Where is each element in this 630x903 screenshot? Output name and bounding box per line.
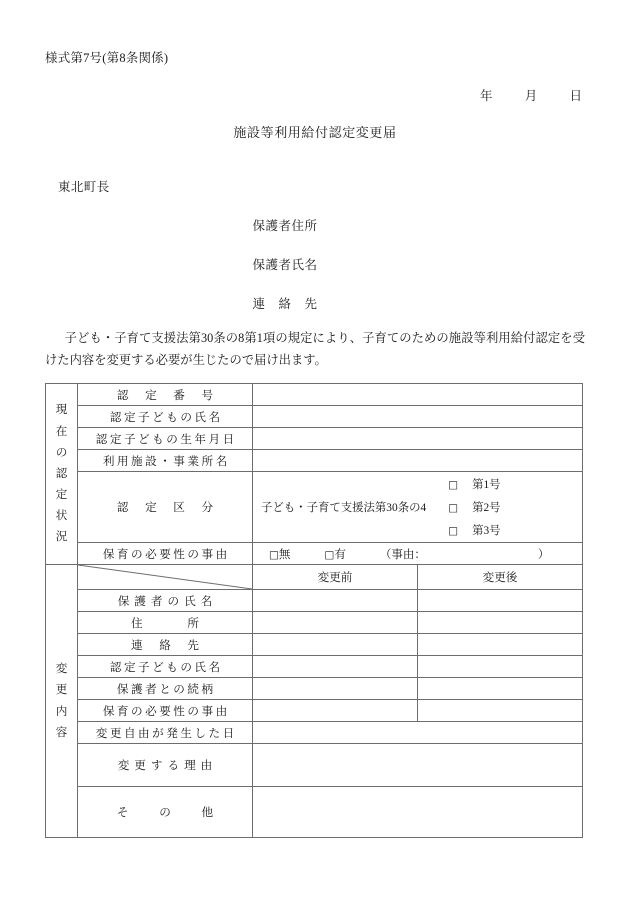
- side-char: 状: [55, 509, 68, 523]
- guardian-contact-label: 連 絡 先: [252, 297, 318, 311]
- table-row: [46, 787, 583, 838]
- table-row: [46, 543, 583, 565]
- row-value-contact-after[interactable]: [418, 634, 583, 656]
- row-value-address-before[interactable]: [253, 612, 418, 634]
- side-char: の: [55, 445, 68, 459]
- row-value-certification-category: [253, 472, 583, 543]
- row-label-address: 住 所: [78, 612, 253, 634]
- row-value-childcare-need: [253, 543, 583, 565]
- row-value-change-occurred-date[interactable]: [253, 722, 583, 744]
- checkbox-icon[interactable]: □: [448, 525, 459, 537]
- side-label-current-status: [46, 384, 78, 565]
- certification-law-text: 子ども・子育て支援法第30条の4: [261, 502, 427, 514]
- checkbox-icon[interactable]: □: [448, 502, 459, 514]
- certification-option-2-label: 第2号: [472, 502, 501, 514]
- row-label-certification-category: 認 定 区 分: [78, 472, 253, 543]
- row-label-other: そ の 他: [78, 787, 253, 838]
- row-value-certified-child-name-before[interactable]: [253, 656, 418, 678]
- side-char: 容: [55, 725, 68, 739]
- row-label-certification-number: 認 定 番 号: [78, 384, 253, 406]
- addressee: 東北町長: [58, 180, 110, 194]
- row-label-change-reason: 変更する理由: [78, 744, 253, 787]
- table-row: [46, 590, 583, 612]
- table-row: [46, 656, 583, 678]
- table-row: [46, 565, 583, 590]
- table-row: [46, 700, 583, 722]
- certification-option-3[interactable]: [448, 522, 574, 538]
- row-value-change-reason[interactable]: [253, 744, 583, 787]
- row-label-child-birthdate: 認定子どもの生年月日: [78, 428, 253, 450]
- row-label-certified-child-name: 認定子どもの氏名: [78, 656, 253, 678]
- form-code: 様式第7号(第8条関係): [45, 51, 169, 65]
- certification-option-1-label: 第1号: [472, 479, 501, 491]
- row-value-relationship-after[interactable]: [418, 678, 583, 700]
- row-label-contact: 連 絡 先: [78, 634, 253, 656]
- table-row: [46, 450, 583, 472]
- table-row: [46, 612, 583, 634]
- application-form-table: [45, 383, 583, 838]
- table-row: [46, 384, 583, 406]
- side-char: 認: [55, 466, 68, 480]
- childcare-need-reason-suffix: ）: [537, 548, 550, 561]
- checkbox-icon[interactable]: □: [448, 479, 459, 491]
- row-value-change-childcare-need-after[interactable]: [418, 700, 583, 722]
- side-char: 定: [55, 488, 68, 502]
- checkbox-icon[interactable]: □: [269, 548, 279, 561]
- table-row: [46, 744, 583, 787]
- row-value-relationship-before[interactable]: [253, 678, 418, 700]
- document-title: 施設等利用給付認定変更届: [233, 125, 397, 140]
- childcare-need-reason-prefix: （事由：: [379, 548, 426, 561]
- date-month-label: 月: [524, 89, 538, 103]
- row-value-guardian-name-before[interactable]: [253, 590, 418, 612]
- table-row: [46, 634, 583, 656]
- table-row: [46, 406, 583, 428]
- date-year-label: 年: [479, 89, 493, 103]
- column-header-before: 変更前: [253, 565, 418, 590]
- row-label-relationship: 保護者との続柄: [78, 678, 253, 700]
- row-label-childcare-need: 保育の必要性の事由: [78, 543, 253, 565]
- row-value-child-birthdate[interactable]: [253, 428, 583, 450]
- guardian-address-label: 保護者住所: [252, 219, 318, 233]
- row-label-guardian-name: 保護者の氏名: [78, 590, 253, 612]
- side-char: 変: [55, 662, 68, 676]
- table-row: [46, 472, 583, 543]
- certification-option-3-label: 第3号: [472, 525, 501, 537]
- row-label-change-childcare-need: 保育の必要性の事由: [78, 700, 253, 722]
- side-char: 内: [55, 704, 68, 718]
- table-row: [46, 722, 583, 744]
- table-row: [46, 678, 583, 700]
- childcare-need-option-none[interactable]: [269, 546, 290, 562]
- side-char: 更: [55, 683, 68, 697]
- table-row: [46, 428, 583, 450]
- row-value-address-after[interactable]: [418, 612, 583, 634]
- row-value-contact-before[interactable]: [253, 634, 418, 656]
- row-value-change-childcare-need-before[interactable]: [253, 700, 418, 722]
- side-char: 現: [55, 403, 68, 417]
- side-char: 況: [55, 530, 68, 544]
- diagonal-header-cell: [78, 565, 253, 590]
- body-paragraph: 子ども・子育て支援法第30条の8第1項の規定により、子育てのための施設等利用給付認定を受けた内容を変更する必要が生じたので届け出ます。: [45, 331, 585, 367]
- row-value-other[interactable]: [253, 787, 583, 838]
- guardian-name-label: 保護者氏名: [252, 258, 318, 272]
- diagonal-slash-icon: [78, 565, 252, 589]
- row-value-facility-name[interactable]: [253, 450, 583, 472]
- row-value-guardian-name-after[interactable]: [418, 590, 583, 612]
- date-day-label: 日: [569, 89, 582, 103]
- row-value-certification-number[interactable]: [253, 384, 583, 406]
- row-value-child-name[interactable]: [253, 406, 583, 428]
- guardian-signature-block: [0, 216, 630, 333]
- row-label-change-occurred-date: 変更自由が発生した日: [78, 722, 253, 744]
- date-line: [0, 86, 582, 104]
- certification-option-list: [426, 476, 574, 538]
- childcare-need-yes-label: 有: [334, 548, 346, 561]
- childcare-need-option-yes[interactable]: [324, 546, 345, 562]
- row-label-facility-name: 利用施設・事業所名: [78, 450, 253, 472]
- childcare-need-none-label: 無: [278, 548, 291, 561]
- certification-option-1[interactable]: [448, 476, 574, 492]
- side-label-change-content: [46, 565, 78, 838]
- row-value-certified-child-name-after[interactable]: [418, 656, 583, 678]
- certification-option-2[interactable]: [448, 499, 574, 515]
- side-char: 在: [55, 424, 68, 438]
- column-header-after: 変更後: [418, 565, 583, 590]
- checkbox-icon[interactable]: □: [324, 548, 335, 561]
- row-label-child-name: 認定子どもの氏名: [78, 406, 253, 428]
